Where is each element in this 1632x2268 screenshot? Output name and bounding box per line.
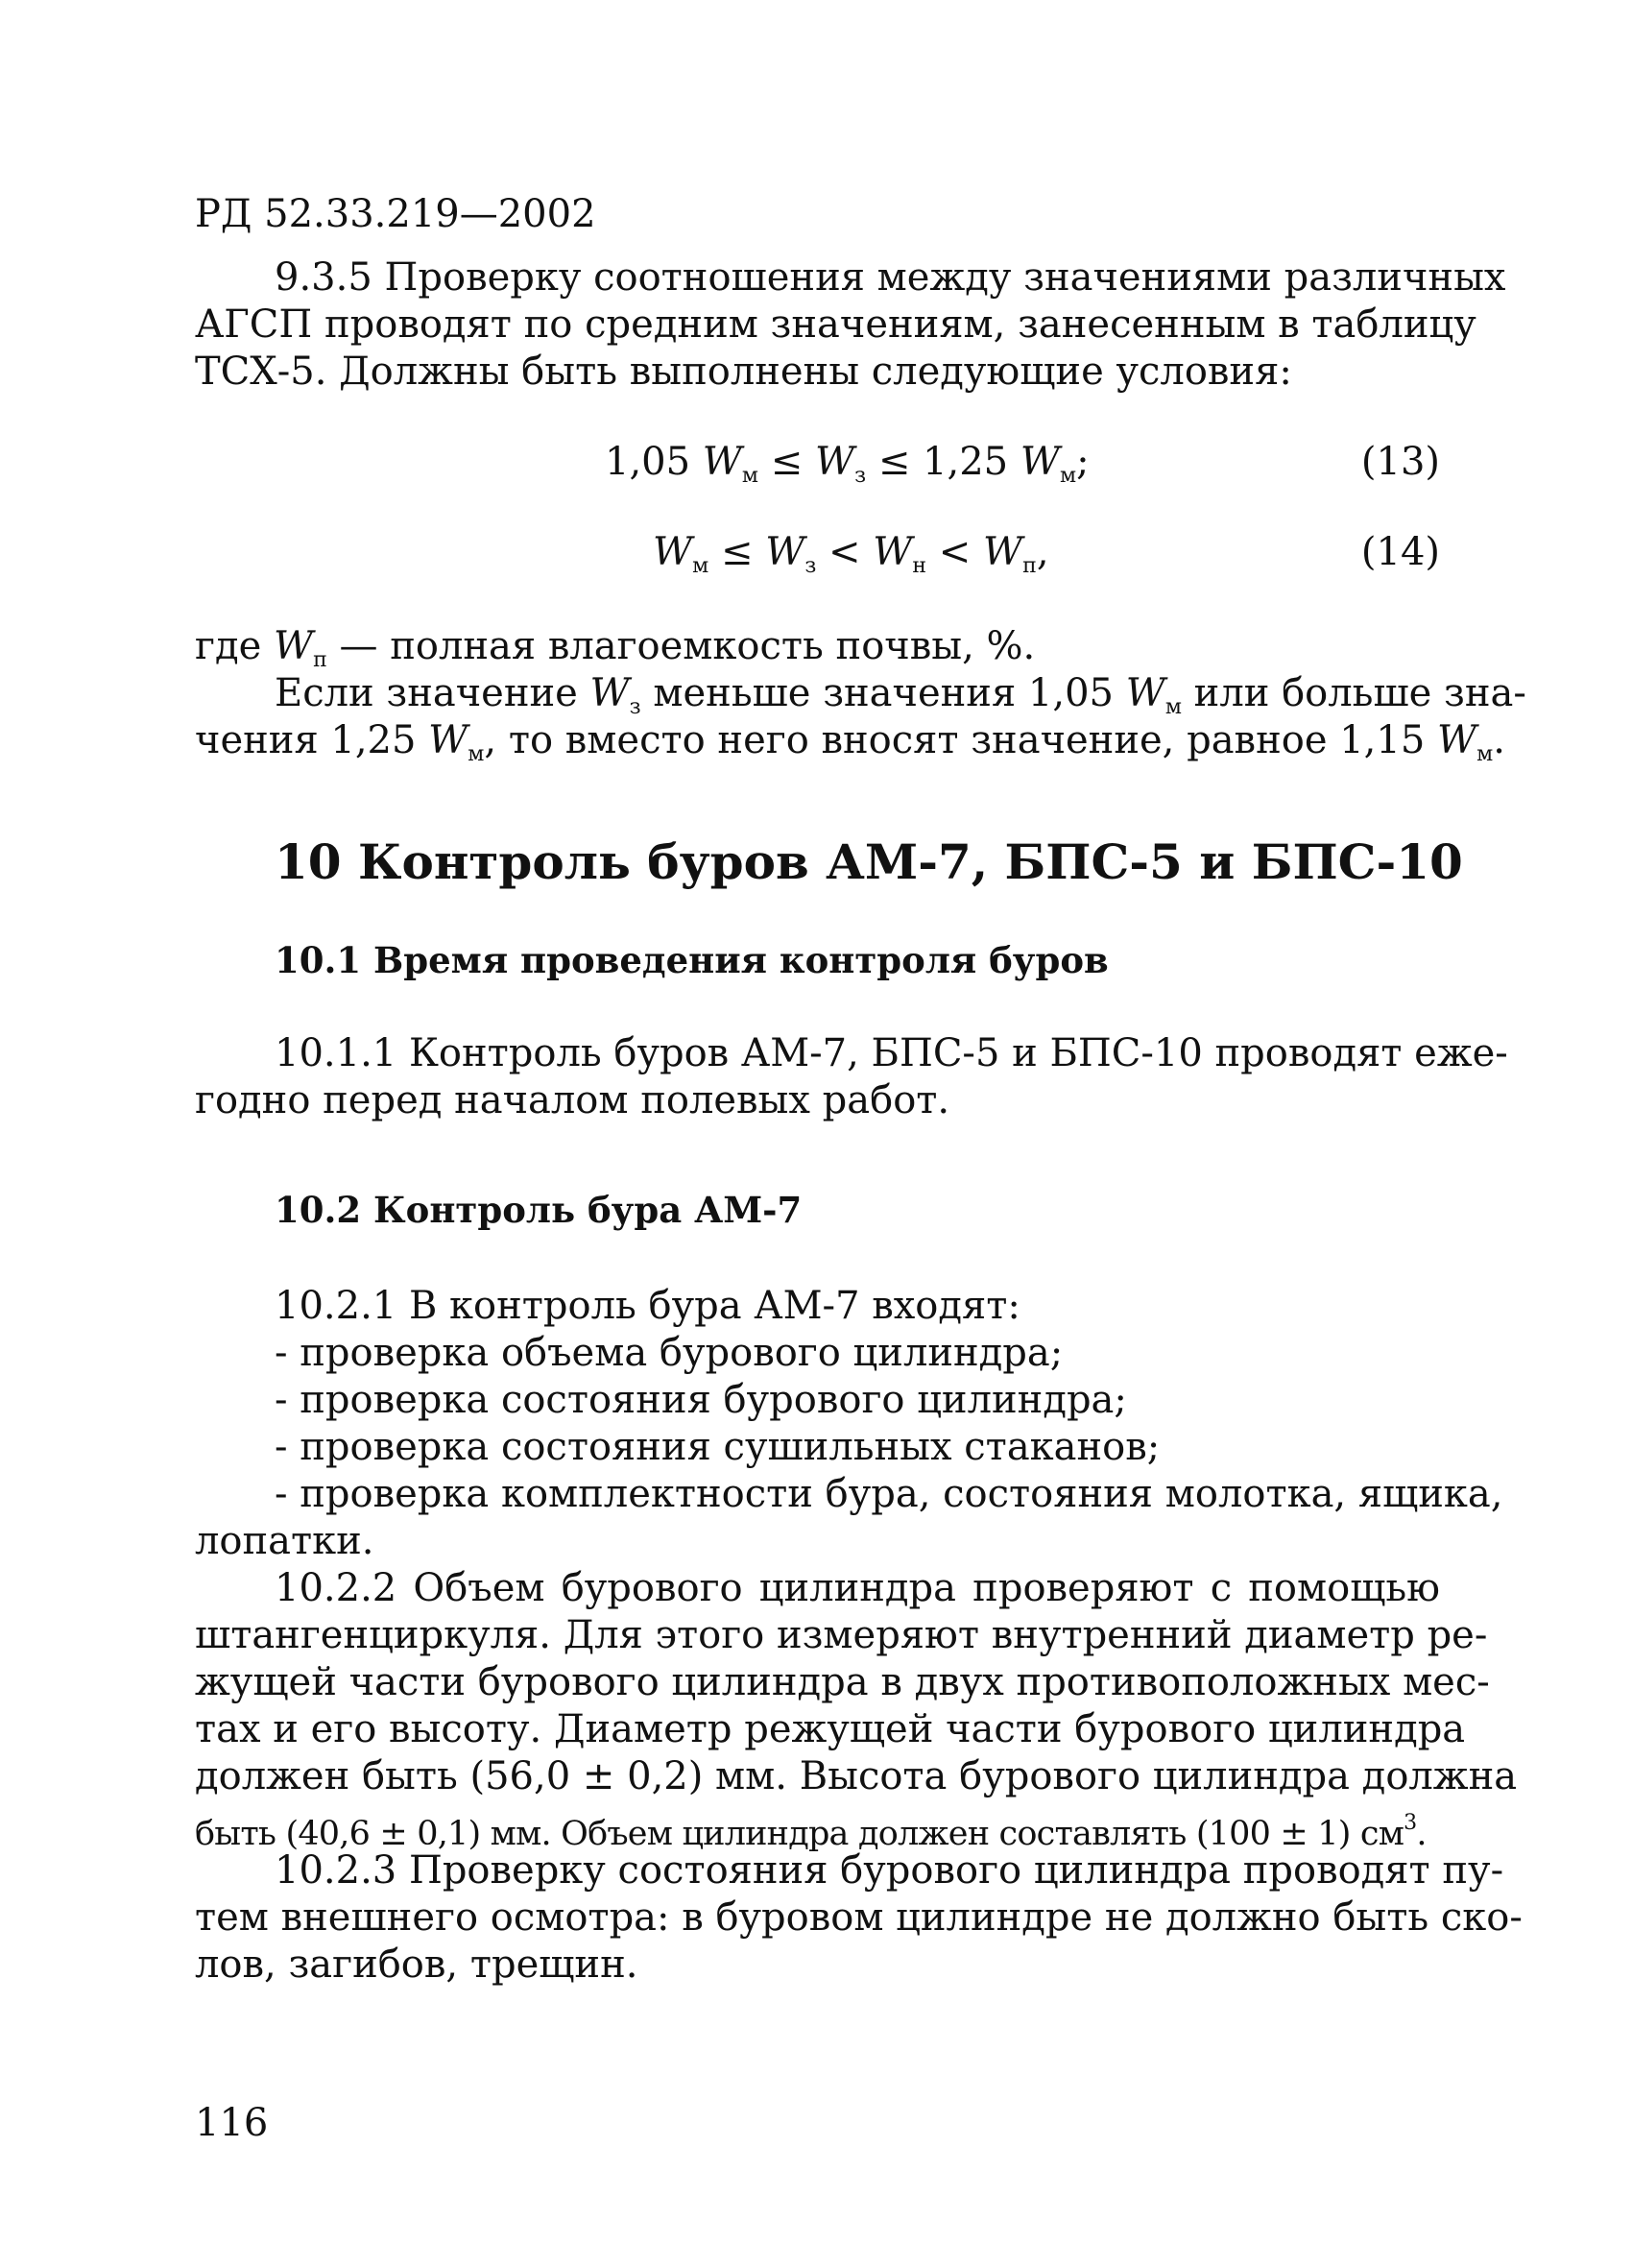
paragraph-10-2-2-line-5: должен быть (56,0 ± 0,2) мм. Высота бурового цилиндра должна [195, 1754, 1518, 1798]
paragraph-10-2-2-line-1: 10.2.2 Объем бурового цилиндра проверяют с помощью [275, 1566, 1440, 1610]
list-item-continuation: лопатки. [195, 1519, 374, 1563]
section-10-heading: 10 Контроль буров АМ-7, БПС-5 и БПС-10 [275, 833, 1463, 890]
paragraph-10-1-1-line-2: годно перед началом полевых работ. [195, 1078, 950, 1122]
formula-14-number: (14) [1360, 530, 1440, 574]
paragraph-10-2-2-line-4: тах и его высоту. Диаметр режущей части бурового цилиндра [195, 1707, 1466, 1751]
paragraph-10-2-2-line-6: быть (40,6 ± 0,1) мм. Объем цилиндра должен составлять (100 ± 1) $см^3$. [195, 1811, 1427, 1853]
paragraph-9-3-5-line-2: АГСП проводят по средним значениям, занесенным в таблицу [195, 302, 1476, 347]
note-line-1: Если значение $W_з$ меньше значения 1,05 $W_м$ или больше зна- [275, 671, 1526, 719]
paragraph-10-2-2-line-2: штангенциркуля. Для этого измеряют внутренний диаметр ре- [195, 1613, 1488, 1657]
paragraph-10-2-2-line-3: жущей части бурового цилиндра в двух противоположных мес- [195, 1660, 1490, 1704]
paragraph-10-2-3-line-3: лов, загибов, трещин. [195, 1942, 638, 1987]
paragraph-10-2-1-intro: 10.2.1 В контроль бура АМ-7 входят: [275, 1284, 1020, 1328]
where-clause: где $W_п$ — полная влагоемкость почвы, %. [195, 624, 1036, 672]
formula-14: $W_м \le W_з < W_н < W_п$, [653, 530, 1049, 578]
list-item: - проверка состояния сушильных стаканов; [275, 1425, 1161, 1469]
paragraph-9-3-5-line-1: 9.3.5 Проверку соотношения между значениями различных [275, 255, 1506, 300]
subsection-10-1-heading: 10.1 Время проведения контроля буров [275, 939, 1109, 981]
formula-13-number: (13) [1360, 440, 1440, 484]
note-line-2: чения 1,25 $W_м$, то вместо него вносят значение, равное 1,15 $W_м$. [195, 718, 1505, 766]
paragraph-10-2-3-line-2: тем внешнего осмотра: в буровом цилиндре не должно быть ско- [195, 1895, 1523, 1940]
paragraph-9-3-5-line-3: ТСХ-5. Должны быть выполнены следующие условия: [195, 350, 1292, 394]
formula-13: 1,05 $W_м \le W_з \le 1,25$ $W_м$; [605, 440, 1090, 488]
paragraph-10-2-3-line-1: 10.2.3 Проверку состояния бурового цилиндра проводят пу- [275, 1848, 1504, 1893]
list-item: - проверка объема бурового цилиндра; [275, 1331, 1064, 1375]
list-item: - проверка комплектности бура, состояния молотка, ящика, [275, 1472, 1503, 1516]
subsection-10-2-heading: 10.2 Контроль бура АМ-7 [275, 1189, 803, 1231]
list-item: - проверка состояния бурового цилиндра; [275, 1378, 1127, 1422]
page-number: 116 [195, 2101, 269, 2145]
paragraph-10-1-1-line-1: 10.1.1 Контроль буров АМ-7, БПС-5 и БПС-10 проводят еже- [275, 1031, 1508, 1075]
document-code-header: РД 52.33.219—2002 [195, 192, 596, 236]
